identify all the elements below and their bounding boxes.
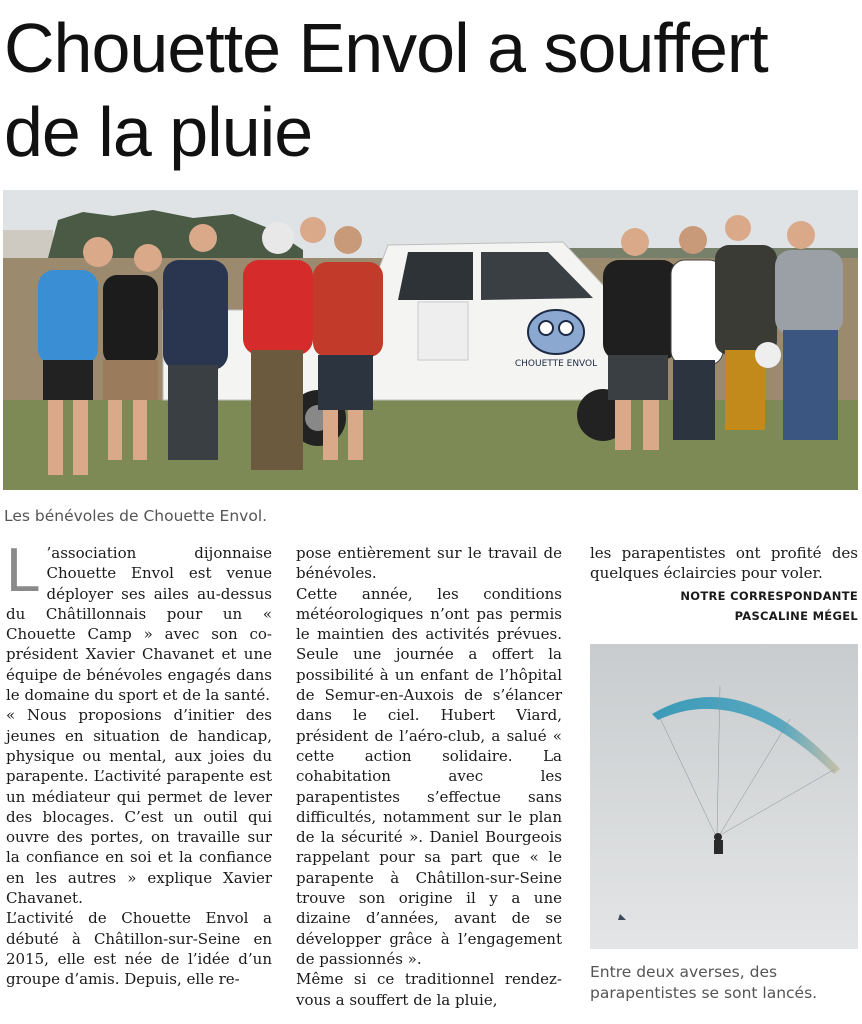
article-column-2 [296,543,562,1010]
paragraph: « Nous proposions d’initier des jeunes en situation de handicap, physique ou mental, aux joies du parapente. L’activité parapente est un médiateur qui permet de lever des blocages. C’est un outil qui ouvre des portes, on travaille sur la confiance en soi et la confiance en les autres » explique Xavier Chavanet. [6,706,272,908]
paragraph: L’activité de Chouette Envol a débuté à Châtillon-sur-Seine en 2015, elle est née de l’idée d’un groupe d’amis. Depuis, elle re- [6,909,272,989]
paraglider-caption: Entre deux averses, des parapentistes se sont lancés. [590,963,818,1002]
byline [590,586,858,626]
headline [4,6,854,174]
article-column-3 [590,543,858,626]
paragraph: pose entièrement sur le travail de bénévoles. [296,544,562,583]
drop-cap: L [6,536,41,605]
paragraph: Cette année, les conditions météorologiques n’ont pas permis le maintien des activités prévues. Seule une journée a offert la possibilité à un enfant de l’hôpital de Semur-en-Auxois de s’élancer dans le ciel. Hubert Viard, président de l’aéro-club, a salué « cette action solidaire. La cohabitation avec les parapentistes s’effectue sans difficultés, notamment sur le plan de la sécurité ». Daniel Bourgeois rappelant pour sa part que « le parapente à Châtillon-sur-Seine trouve son origine il y a une dizaine d’années, avant de se développer grâce à l’engagement de passionnés ». [296,584,562,968]
volunteers-photo-illustration [3,190,858,490]
byline-role: NOTRE CORRESPONDANTE [680,588,858,603]
paragraph: Même si ce traditionnel rendez-vous a souffert de la pluie, [296,970,562,1009]
byline-author: PASCALINE MÉGEL [734,608,858,623]
volunteers-photo [3,190,858,490]
truck-logo-text: CHOUETTE ENVOL [514,359,598,369]
paraglider-illustration [590,644,858,949]
main-photo-caption: Les bénévoles de Chouette Envol. [4,507,268,525]
article-column-1 [6,536,272,990]
paragraph: les parapentistes ont profité des quelques éclaircies pour voler. [590,544,858,583]
paraglider-photo [590,644,858,949]
headline-line-1: Chouette Envol a souffert [4,9,768,87]
headline-line-2: de la pluie [4,93,313,171]
paragraph: ’association dijonnaise Chouette Envol est venue déployer ses ailes au-dessus du Châtillonnais pour un « Chouette Camp » avec son co-président Xavier Chavanet et une équipe de bénévoles engagés dans le domaine du sport et de la santé. [6,544,272,705]
